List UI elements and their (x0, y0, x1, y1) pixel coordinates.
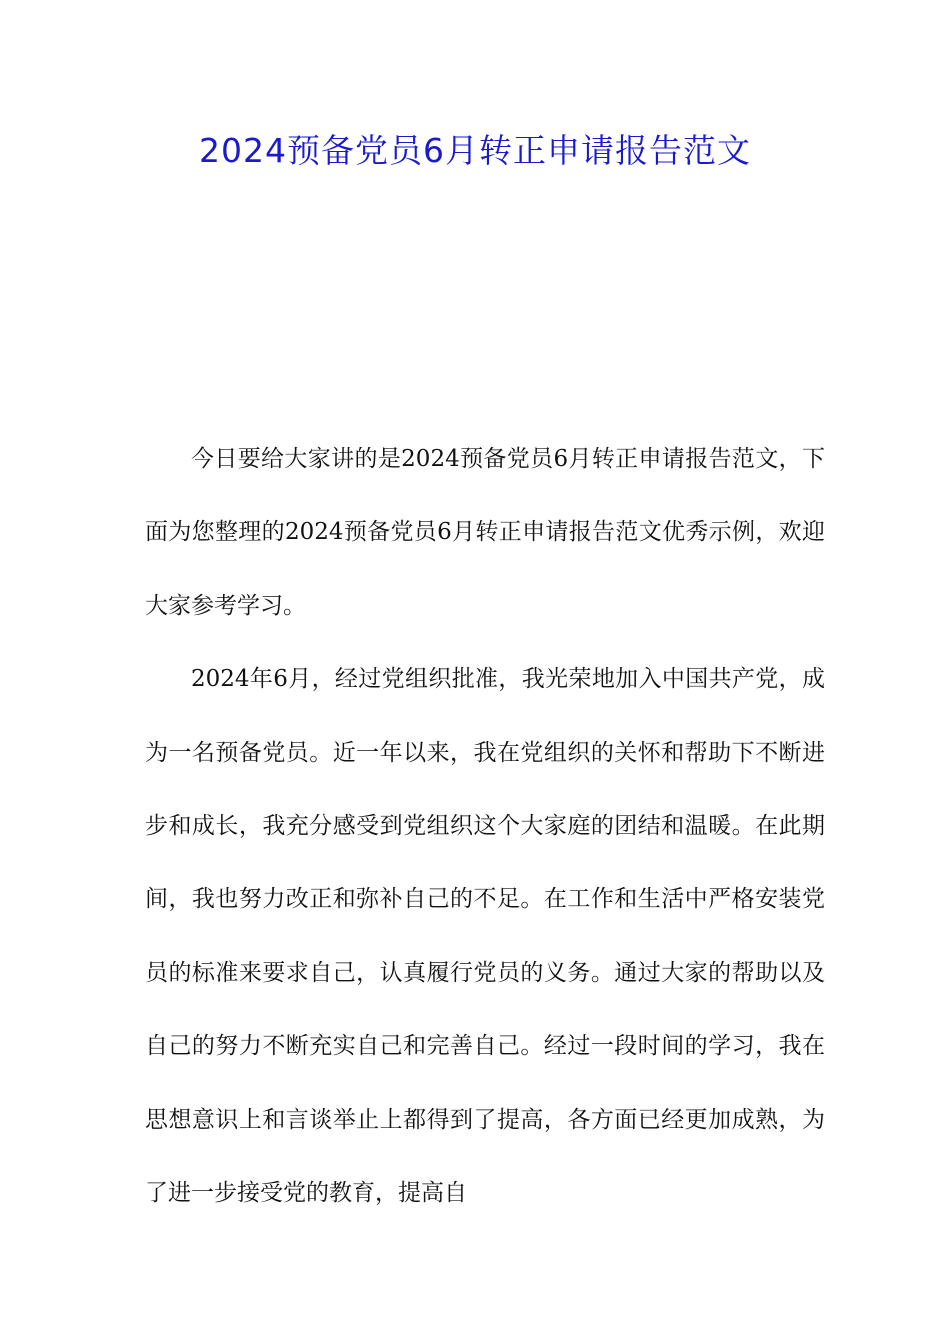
document-title: 2024预备党员6月转正申请报告范文 (199, 131, 751, 170)
paragraph-main: 2024年6月，经过党组织批准，我光荣地加入中国共产党，成为一名预备党员。近一年以来，我在党组织的关怀和帮助下不断进步和成长，我充分感受到党组织这个大家庭的团结和温暖。在此期间，我也努力改正和弥补自己的不足。在工作和生活中严格安装党员的标准来要求自己，认真履行党员的义务。通过大家的帮助以及自己的努力不断充实自己和完善自己。经过一段时间的学习，我在思想意识上和言谈举止上都得到了提高，各方面已经更加成熟，为了进一步接受党的教育，提高自 (145, 666, 825, 1207)
paragraph-intro: 今日要给大家讲的是2024预备党员6月转正申请报告范文，下面为您整理的2024预备党员6月转正申请报告范文优秀示例，欢迎大家参考学习。 (145, 446, 825, 619)
document-body (145, 423, 825, 1230)
